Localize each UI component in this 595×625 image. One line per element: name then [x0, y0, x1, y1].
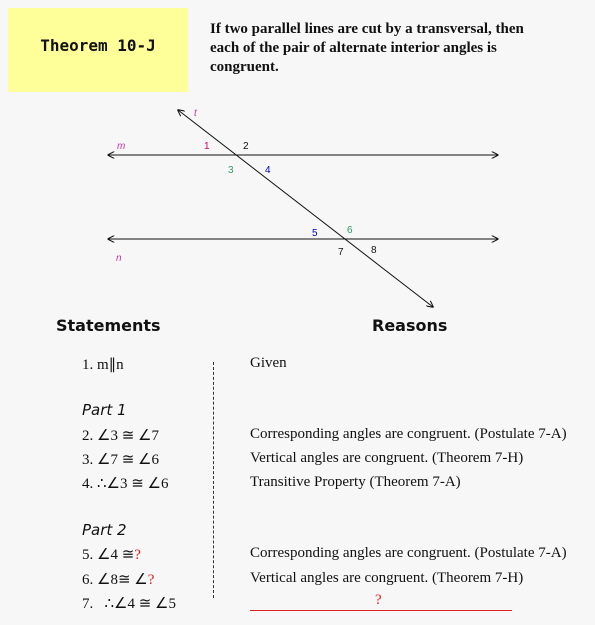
reason-5: Corresponding angles are congruent. (Postulate 7-A): [250, 545, 567, 561]
angle-2-label: 2: [243, 141, 249, 152]
statement-3: 3. ∠7 ≅ ∠6: [82, 452, 159, 468]
part-1-label: Part 1: [82, 401, 127, 419]
statement-4: 4. ∴∠3 ≅ ∠6: [82, 476, 169, 492]
statement-6-text: 6. ∠8≅ ∠: [82, 572, 148, 588]
statement-5-text: 5. ∠4 ≅: [82, 547, 135, 563]
reason-7-underline: [250, 610, 512, 611]
column-divider: [213, 362, 214, 598]
statement-5: [82, 545, 141, 564]
angle-1-label: 1: [204, 141, 210, 152]
statement-1: 1. m∥n: [82, 357, 124, 373]
statement-7: 7. ∴∠4 ≅ ∠5: [82, 596, 177, 612]
parallel-lines-diagram: [0, 100, 595, 315]
reasons-heading: Reasons: [372, 316, 448, 335]
reason-6: Vertical angles are congruent. (Theorem 7-H): [250, 570, 524, 586]
statement-5-blank: ?: [134, 547, 141, 563]
theorem-box: [8, 8, 188, 92]
angle-5-label: 5: [312, 228, 318, 239]
reason-3: Vertical angles are congruent. (Theorem 7-H): [250, 450, 524, 466]
label-n: n: [116, 253, 122, 264]
label-t: t: [194, 108, 197, 119]
statements-heading: Statements: [56, 316, 161, 335]
angle-4-label: 4: [265, 165, 271, 176]
transversal-t: [178, 110, 433, 307]
reason-1: Given: [250, 355, 287, 371]
reason-4: Transitive Property (Theorem 7-A): [250, 474, 461, 490]
reason-7-blank: ?: [375, 592, 382, 608]
angle-8-label: 8: [371, 245, 377, 256]
theorem-title: Theorem 10-J: [40, 36, 156, 55]
angle-3-label: 3: [228, 165, 234, 176]
theorem-statement: If two parallel lines are cut by a transversal, then each of the pair of alternate interior angles is congruent.: [210, 21, 524, 75]
angle-7-label: 7: [338, 247, 344, 258]
reason-2: Corresponding angles are congruent. (Postulate 7-A): [250, 426, 567, 442]
part-2-label: Part 2: [82, 521, 127, 539]
statement-2: 2. ∠3 ≅ ∠7: [82, 428, 159, 444]
statement-6-blank: ?: [147, 572, 155, 588]
statement-6: [82, 570, 154, 589]
label-m: m: [117, 141, 126, 152]
angle-6-label: 6: [347, 225, 353, 236]
